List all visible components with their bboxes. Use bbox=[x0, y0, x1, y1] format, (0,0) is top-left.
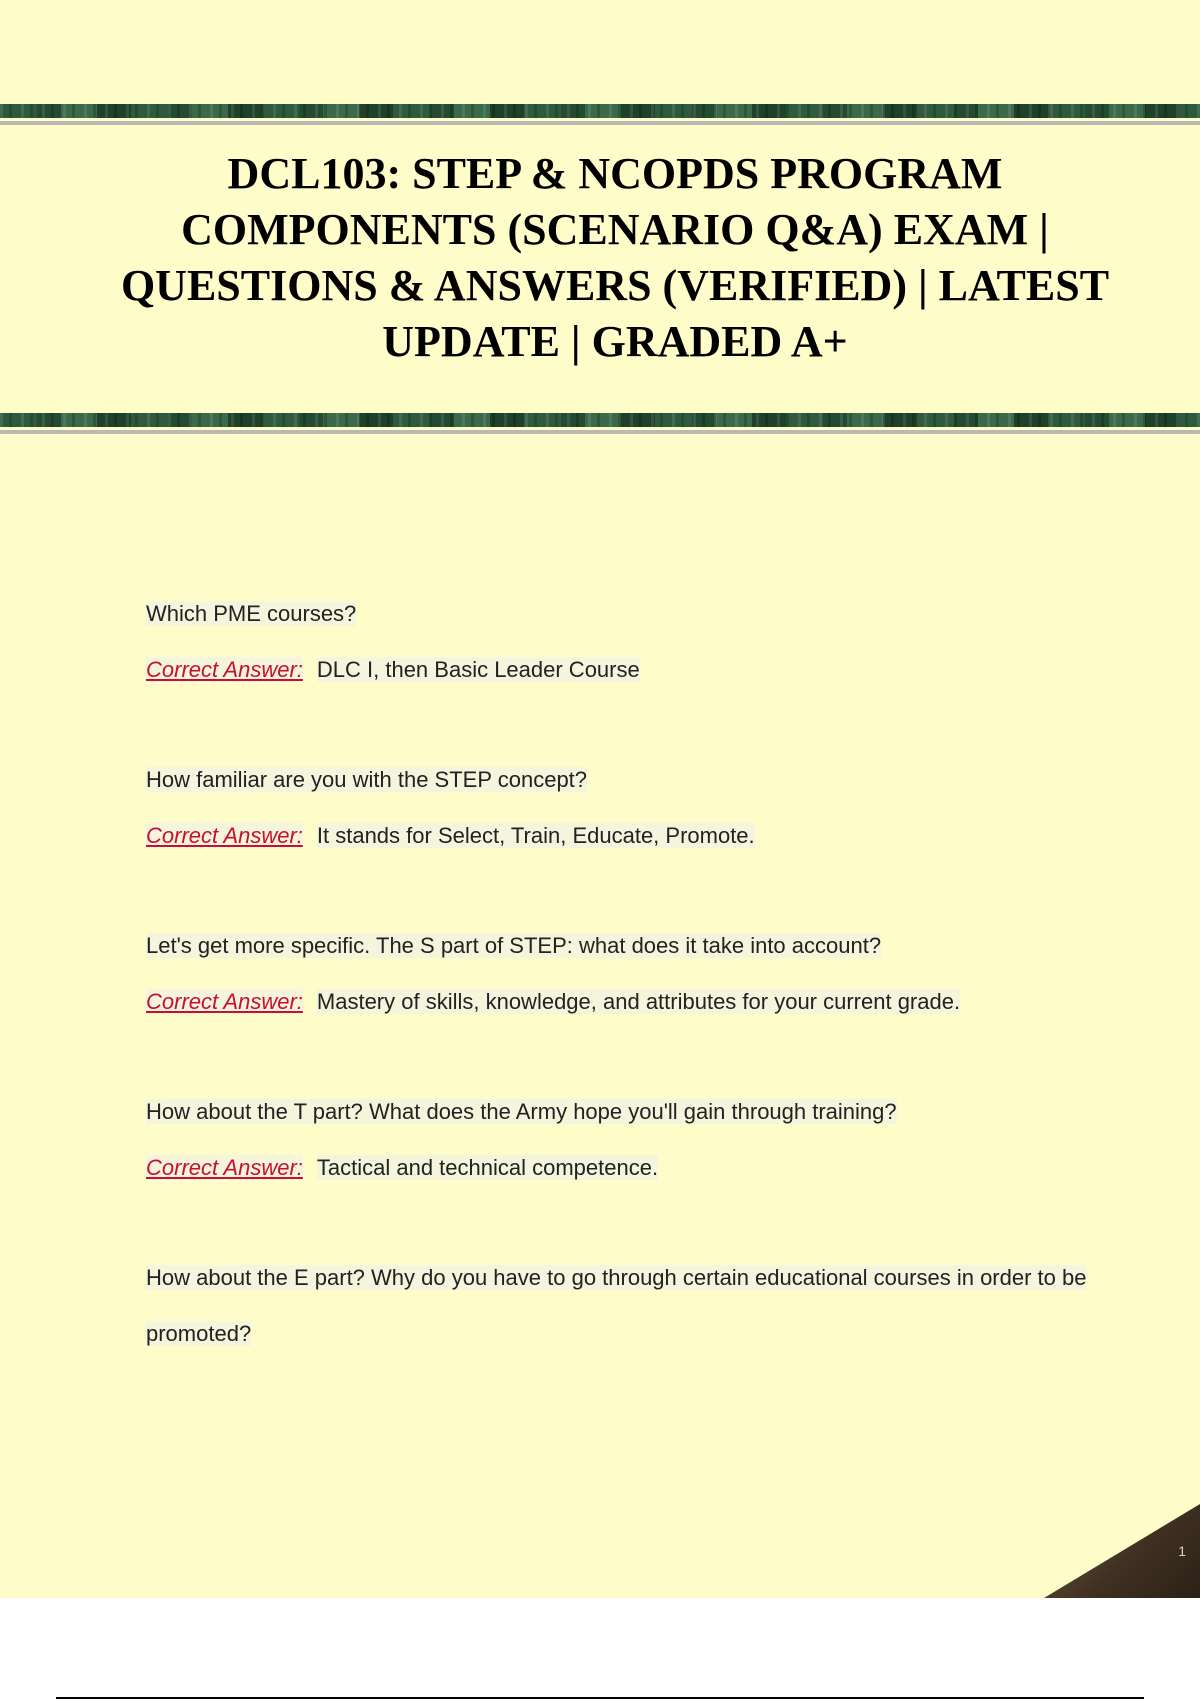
answer-line bbox=[146, 974, 1106, 1030]
header-top-band bbox=[0, 104, 1200, 118]
answer-text: DLC I, then Basic Leader Course bbox=[316, 657, 640, 682]
qa-item bbox=[146, 752, 1106, 864]
page-number: 1 bbox=[1178, 1543, 1186, 1559]
correct-answer-label: Correct Answer: bbox=[146, 823, 303, 848]
header-bottom-band bbox=[0, 413, 1200, 427]
question-text: How familiar are you with the STEP concept? bbox=[146, 767, 588, 792]
answer-text: Tactical and technical competence. bbox=[316, 1155, 659, 1180]
footer-rule bbox=[56, 1697, 1144, 1699]
answer-text: It stands for Select, Train, Educate, Promote. bbox=[316, 823, 755, 848]
header-top-rule bbox=[0, 121, 1200, 125]
answer-line bbox=[146, 1140, 1106, 1196]
answer-text: Mastery of skills, knowledge, and attributes for your current grade. bbox=[316, 989, 961, 1014]
correct-answer-label: Correct Answer: bbox=[146, 657, 303, 682]
question-text: How about the E part? Why do you have to go through certain educational courses in order to be promoted? bbox=[146, 1265, 1087, 1346]
question-text: How about the T part? What does the Army hope you'll gain through training? bbox=[146, 1099, 897, 1124]
page-corner-decoration bbox=[1044, 1504, 1200, 1598]
question-text: Which PME courses? bbox=[146, 601, 357, 626]
qa-item bbox=[146, 586, 1106, 698]
answer-line bbox=[146, 808, 1106, 864]
document-title: DCL103: STEP & NCOPDS PROGRAM COMPONENTS (SCENARIO Q&A) EXAM | QUESTIONS & ANSWERS (VERIFIED) | LATEST UPDATE | GRADED A+ bbox=[120, 149, 1110, 366]
qa-item bbox=[146, 1250, 1106, 1362]
qa-list bbox=[146, 586, 1106, 1362]
answer-line bbox=[146, 642, 1106, 698]
header-bottom-rule bbox=[0, 430, 1200, 434]
correct-answer-label: Correct Answer: bbox=[146, 1155, 303, 1180]
qa-item bbox=[146, 1084, 1106, 1196]
qa-item bbox=[146, 918, 1106, 1030]
question-text: Let's get more specific. The S part of STEP: what does it take into account? bbox=[146, 933, 882, 958]
correct-answer-label: Correct Answer: bbox=[146, 989, 303, 1014]
